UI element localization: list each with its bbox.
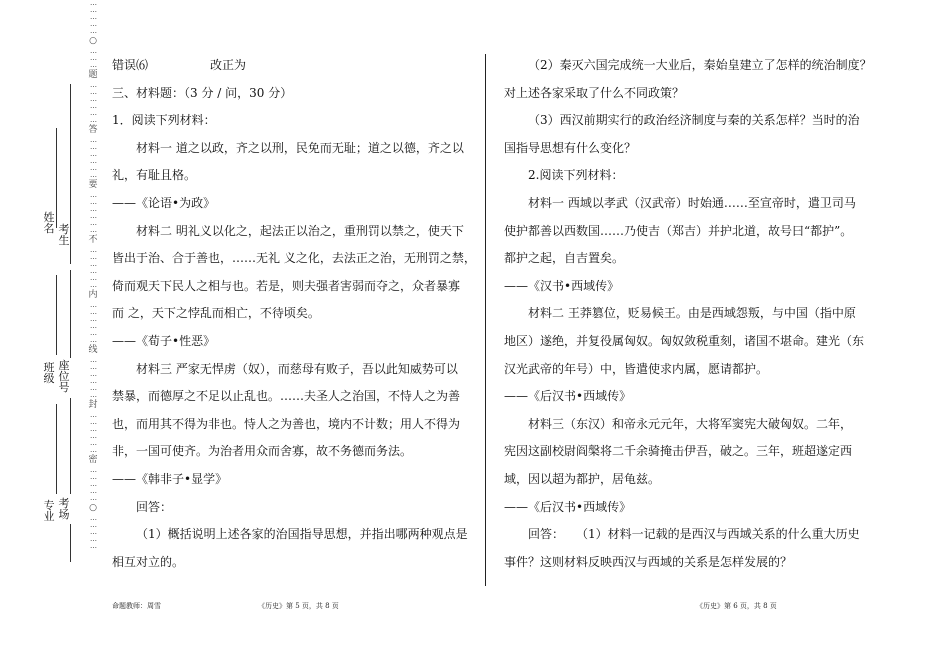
binding-mark: 题 xyxy=(88,70,98,80)
author-footer: 命题教师：周雪 xyxy=(112,602,161,610)
source-citation: ——《后汉书•西域传》 xyxy=(504,389,632,404)
seat-underline xyxy=(70,270,71,358)
class-underline xyxy=(56,275,57,355)
text-line: 礼，有耻且格。 xyxy=(112,168,197,183)
binding-mark: 答 xyxy=(88,125,98,135)
text-line: 材料三（东汉）和帝永元元年，大将军窦宪大破匈奴。二年， xyxy=(528,416,853,431)
text-line: 材料一 西域以孝武（汉武帝）时始通……至宣帝时，遣卫司马 xyxy=(528,195,856,210)
exam-number-underline xyxy=(70,84,71,264)
text-line: 倚而观天下民人之相与也。若是，则夫强者害弱而夺之，众者暴寡 xyxy=(112,278,461,293)
text-line: 汉光武帝的年号）中，皆遣使求内属，愿请都护。 xyxy=(504,361,769,376)
seat-label: 座 位 号 xyxy=(58,359,70,394)
text-line: 禁暴，而德厚之不足以止乱也。……夫圣人之治国，不恃人之为善 xyxy=(112,389,461,404)
correct-label: 改正为 xyxy=(210,58,247,72)
source-citation: ——《论语•为政》 xyxy=(112,195,216,210)
question-heading: 2.阅读下列材料： xyxy=(528,168,624,183)
major-label: 专 业 xyxy=(43,499,55,523)
question-text: （2）秦灭六国完成统一大业后，秦始皇建立了怎样的统治制度？ xyxy=(528,58,872,72)
question-text: 对上述各家采取了什么不同政策？ xyxy=(504,85,685,100)
hole-circle-icon: ○ xyxy=(89,503,97,513)
binding-mark: 不 xyxy=(88,235,98,245)
source-citation: ——《汉书•西域传》 xyxy=(504,278,620,293)
question-text: 相互对立的。 xyxy=(112,554,185,569)
column-divider xyxy=(485,54,486,586)
name-underline xyxy=(56,128,57,228)
question-text: 回答： （1）材料一记载的是西汉与西域关系的什么重大历史 xyxy=(528,527,860,542)
question-text: （1）概括说明上述各家的治国指导思想，并指出哪两种观点是 xyxy=(136,527,468,542)
text-line: 非，一国可使齐。为治者用众而舍寡，故不务德而务法。 xyxy=(112,444,413,459)
text-line: 而 之，天下之悖乱而相亡，不待顷矣。 xyxy=(112,306,320,321)
right-column xyxy=(504,52,872,576)
section-heading: 三、材料题：（3 分 / 问，30 分） xyxy=(112,85,293,100)
source-citation: ——《荀子•性恶》 xyxy=(112,333,216,348)
error-label: 错误⑹ xyxy=(112,58,149,72)
binding-mark: 封 xyxy=(88,400,98,410)
hole-circle-icon: ○ xyxy=(89,36,97,46)
binding-mark: 线 xyxy=(88,345,98,355)
question-text: （3）西汉前期实行的政治经济制度与秦的关系怎样？当时的治 xyxy=(528,113,860,128)
exam-room-label: 考 场 xyxy=(58,497,70,521)
source-citation: ——《后汉书•西域传》 xyxy=(504,499,632,514)
major-underline xyxy=(56,404,57,494)
text-line: 使护都善以西数国……乃使吉（郑吉）并护北道，故号曰“都护”。 xyxy=(504,223,853,238)
question-text: 国指导思想有什么变化？ xyxy=(504,140,637,155)
text-line: 也，而用其不得为非也。恃人之为善也，境内不计数；用人不得为 xyxy=(112,416,461,431)
text-line: 都护之起，自吉置矣。 xyxy=(504,251,625,266)
text-line: 材料一 道之以政，齐之以刑，民免而无耻；道之以德，齐之以 xyxy=(136,140,464,155)
page-number-right: 《历史》第 6 页，共 8 页 xyxy=(696,602,777,610)
exam-room-underline xyxy=(70,398,71,494)
error-correction-line xyxy=(112,52,468,80)
text-line: 皆出于治、合于善也，……无礼 义之化，去法正之治，无刑罚之禁， xyxy=(112,251,476,266)
question-heading: 1．阅读下列材料： xyxy=(112,113,216,128)
text-line: 宪因这副校尉阎槃将二千余骑掩击伊吾，破之。三年，班超遂定西 xyxy=(504,444,853,459)
source-citation: ——《韩非子•显学》 xyxy=(112,471,228,486)
answer-label: 回答： xyxy=(136,499,173,514)
field-underline xyxy=(70,524,71,562)
text-line: 域，因以超为都护，居龟兹。 xyxy=(504,471,661,486)
name-label: 姓 名 xyxy=(43,211,55,235)
exam-number-label: 考 生 xyxy=(58,223,70,247)
binding-dotted-line: … … … … … ○ … … … 题 … … … … … … 答 … … … … … … 要 … … … … … … 不 … … … … … … 内 … … … … … … 线 … … … … … … 封 … … … … … … 密 … … … … … ○ … … … … … xyxy=(86,0,100,651)
text-line: 材料二 明礼义以化之，起法正以治之，重刑罚以禁之，使天下 xyxy=(136,223,464,238)
text-line: 地区）遂绝，并复役属匈奴。匈奴敛税重刻，诸国不堪命。建光（东 xyxy=(504,333,865,348)
page-number-left: 《历史》第 5 页，共 8 页 xyxy=(258,602,339,610)
class-label: 班 级 xyxy=(43,361,55,385)
binding-mark: 内 xyxy=(88,290,98,300)
left-column xyxy=(112,52,476,576)
binding-mark: 密 xyxy=(88,455,98,465)
question-text: 事件？这则材料反映西汉与西域的关系是怎样发展的？ xyxy=(504,554,793,569)
text-line: 材料二 王莽篡位，贬易候王。由是西域怨叛，与中国（指中原 xyxy=(528,306,856,321)
binding-mark: 要 xyxy=(88,180,98,190)
text-line: 材料三 严家无悍虏（奴），而慈母有败子，吾以此知威势可以 xyxy=(136,361,458,376)
